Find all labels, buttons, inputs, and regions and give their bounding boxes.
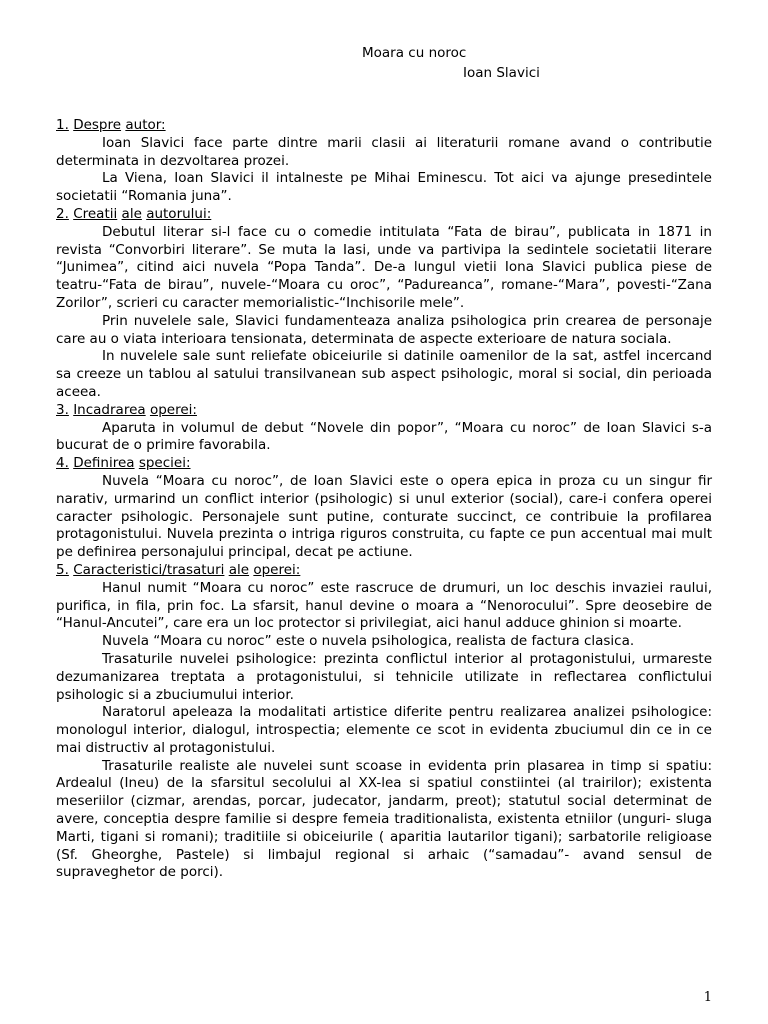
paragraph: Trasaturile nuvelei psihologice: prezinta conflictul interior al protagonistului, urmareste dezumanizarea treptata a protagonistului, si tehnicile utilizate in reflectarea conflictului psihologic si a zbuciumului interior. <box>56 650 712 703</box>
paragraph: Debutul literar si-l face cu o comedie intitulata “Fata de birau”, publicata in 1871 in revista “Convorbiri literare”. Se muta la Iasi, unde va partivipa la sedintele societatii literare “Junimea”, citind aici nuvela “Popa Tanda”. De-a lungul vietii Iona Slavici publica piese de teatru-“Fata de birau”, nuvele-“Moara cu oroc”, “Padureanca”, romane-“Mara”, povesti-“Zana Zorilor”, scrieri cu caracter memorialistic-“Inchisorile mele”. <box>56 223 712 311</box>
document-title: Moara cu noroc <box>362 45 467 61</box>
paragraph: Aparuta in volumul de debut “Novele din popor”, “Moara cu noroc” de Ioan Slavici s-a bucurat de o primire favorabila. <box>56 419 712 454</box>
section-heading: 2. Creatii ale autorului: <box>56 205 212 222</box>
paragraph: Hanul numit “Moara cu noroc” este rascruce de drumuri, un loc deschis invaziei raului, purifica, in fila, prin foc. La sfarsit, hanul devine o moara a “Nenorocului”. Spre deosebire de “Hanul-Ancutei”, care era un loc protector si privilegiat, aici hanul adduce ghinion si moarte. <box>56 579 712 632</box>
paragraph: Nuvela “Moara cu noroc”, de Ioan Slavici este o opera epica in proza cu un singur fir narativ, urmarind un conflict interior (psihologic) si unul exterior (social), care-i confera operei caracter psihologic. Personajele sunt putine, conturate succinct, ce contribuie la profilarea protagonistului. Nuvela prezinta o intriga riguros construita, cu fapte ce pun accentual mai mult pe definirea personajului principal, decat pe actiune. <box>56 472 712 561</box>
page-number: 1 <box>703 990 712 1005</box>
paragraph: Ioan Slavici face parte dintre marii clasii ai literaturii romane avand o contributie determinata in dezvoltarea prozei. <box>56 134 712 169</box>
section-heading: 3. Incadrarea operei: <box>56 401 197 418</box>
paragraph: Naratorul apeleaza la modalitati artistice diferite pentru realizarea analizei psihologice: monologul interior, dialogul, introspectia; elemente ce scot in evidenta zbuciumul din ce in ce mai distructiv al protagonistului. <box>56 704 712 756</box>
paragraph: Nuvela “Moara cu noroc” este o nuvela psihologica, realista de factura clasica. <box>102 633 635 650</box>
section-heading: 4. Definirea speciei: <box>56 455 191 472</box>
document-body <box>56 117 712 882</box>
paragraph: La Viena, Ioan Slavici il intalneste pe Mihai Eminescu. Tot aici va ajunge presedintele societatii “Romania juna”. <box>56 170 712 205</box>
document-author: Ioan Slavici <box>463 65 540 81</box>
paragraph: In nuvelele sale sunt reliefate obiceiurile si datinile oamenilor de la sat, astfel incercand sa creeze un tablou al satului transilvanean sub aspect psihologic, moral si social, din perioada aceea. <box>56 348 712 400</box>
section-heading: 5. Caracteristici/trasaturi ale operei: <box>56 561 301 578</box>
section-heading: 1. Despre autor: <box>56 117 166 133</box>
paragraph: Prin nuvelele sale, Slavici fundamenteaza analiza psihologica prin crearea de personaje care au o viata interioara tensionata, determinata de aspecte exterioare de natura sociala. <box>56 312 712 347</box>
paragraph: Trasaturile realiste ale nuvelei sunt scoase in evidenta prin plasarea in timp si spatiu: Ardealul (Ineu) de la sfarsitul secolului al XX-lea si spatiul constiintei (al trairilor); existenta meseriilor (cizmar, arendas, porcar, judecator, jandarm, preot); statutul social determinat de avere, conceptia despre familie si despre femeia traditionalista, existenta etniilor (unguri- sluga Marti, tigani si romani); traditiile si obiceiurile ( aparitia lautarilor tigani); sarbatorile religioase (Sf. Gheorghe, Pastele) si limbajul regional si arhaic (“samadau”- avand sensul de supraveghetor de porci). <box>56 757 712 881</box>
